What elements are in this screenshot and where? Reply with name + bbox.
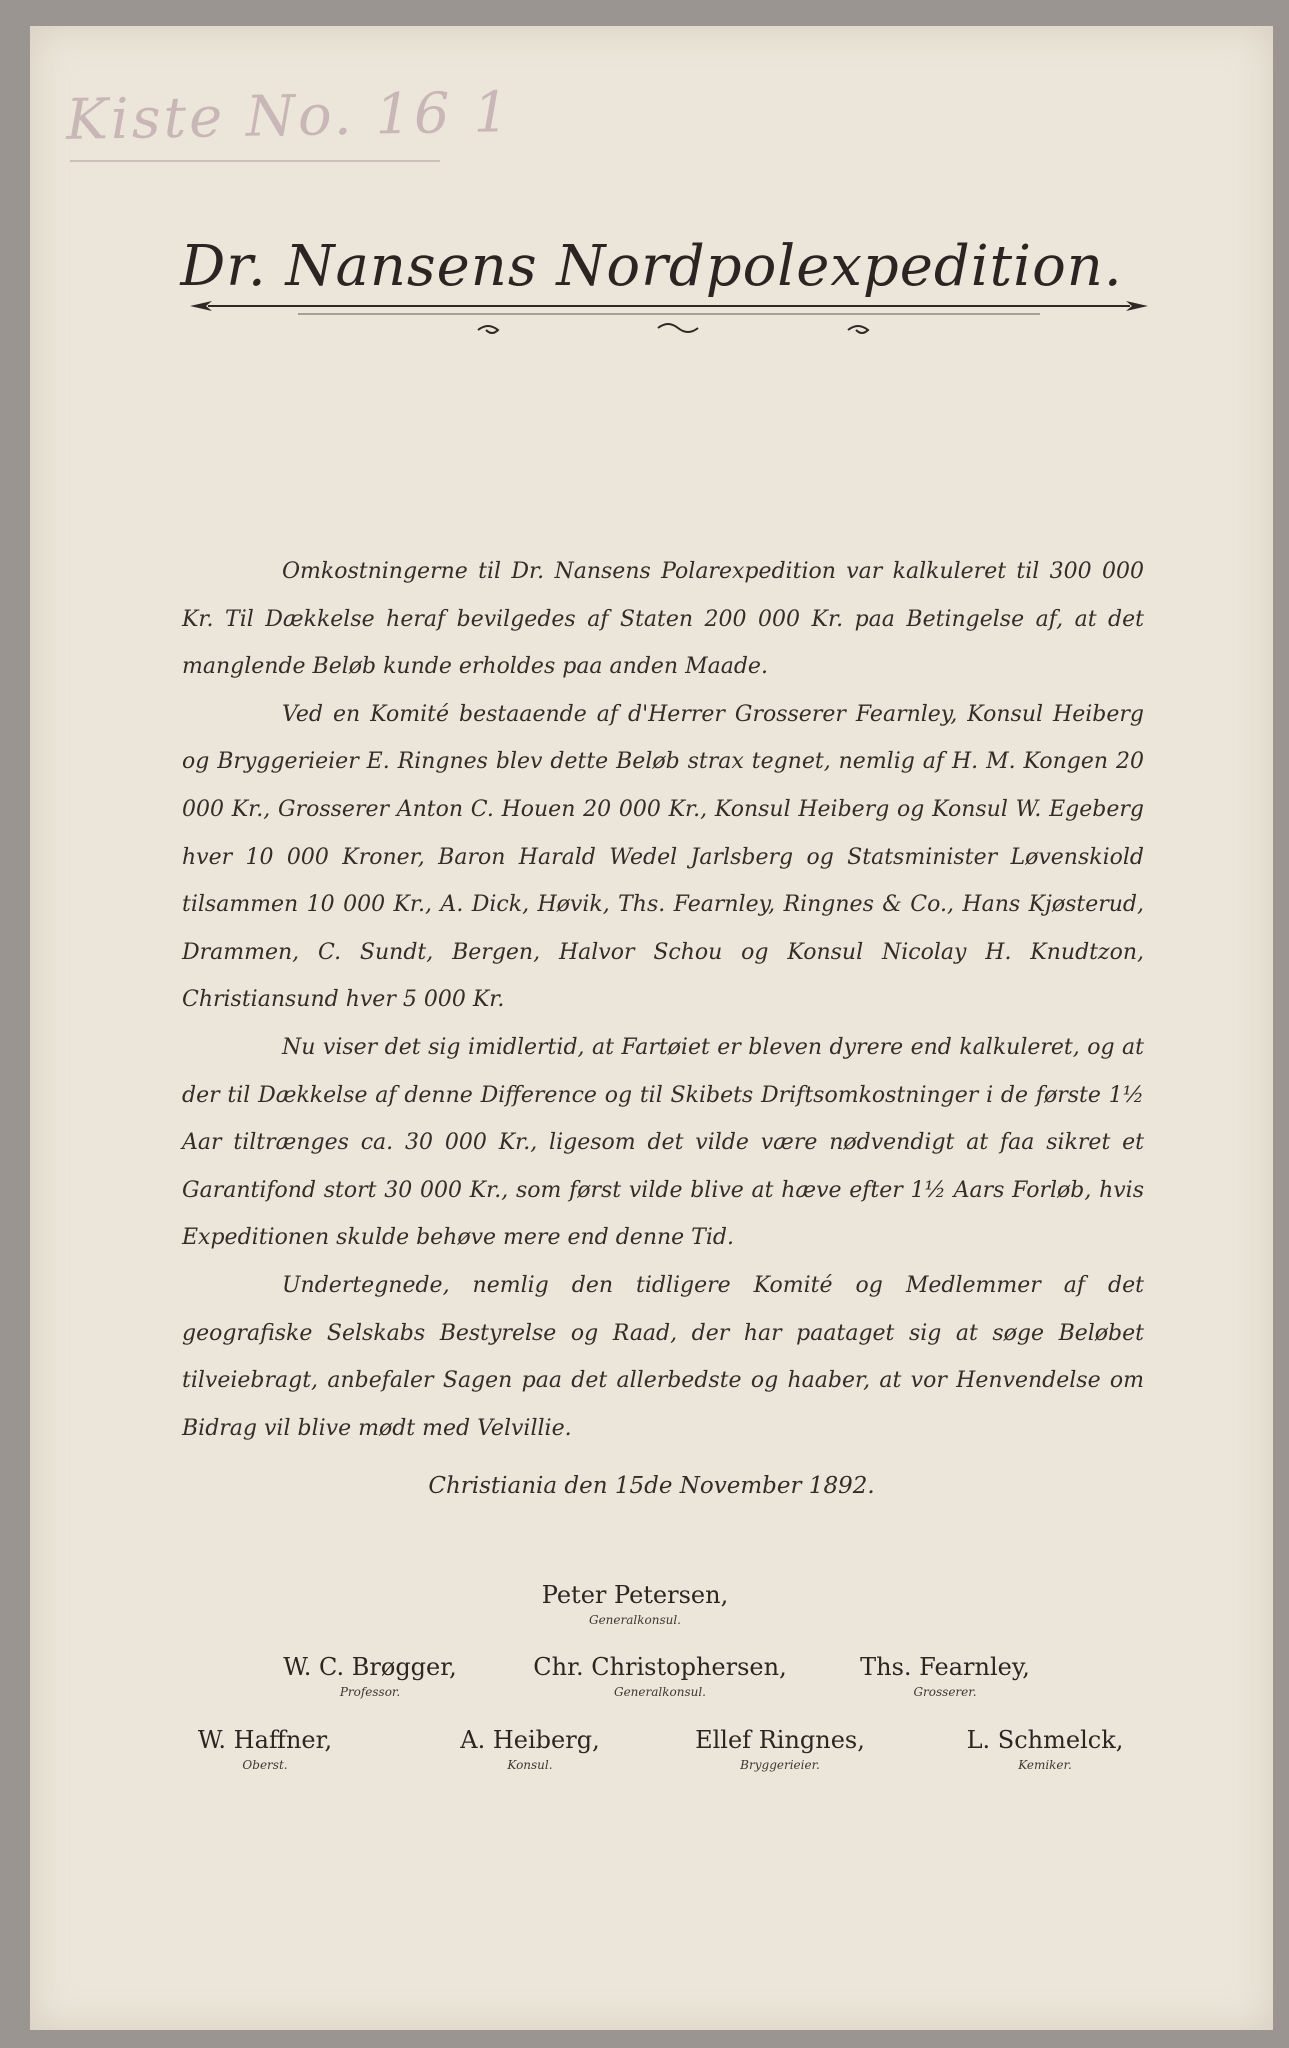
- ornament-flourish-center: [658, 324, 698, 332]
- signature-christophersen: [520, 1653, 800, 1699]
- signatory-title: Grosserer.: [913, 1685, 977, 1699]
- signatory-name: Chr. Christophersen,: [533, 1653, 787, 1681]
- signature-schmelck: [940, 1726, 1150, 1772]
- signatory-name: Ths. Fearnley,: [860, 1653, 1030, 1681]
- signatory-title: Konsul.: [507, 1758, 553, 1772]
- signatory-title: Bryggerieier.: [740, 1758, 820, 1772]
- signature-heiberg: [430, 1726, 630, 1772]
- title-ornament-rule: [188, 298, 1150, 342]
- ornament-flourish-right: [848, 326, 868, 333]
- handwritten-annotation: Kiste No. 16 1: [65, 80, 513, 153]
- signatory-title: Generalkonsul.: [613, 1685, 706, 1699]
- signatory-title: Generalkonsul.: [588, 1613, 681, 1627]
- signatory-title: Kemiker.: [1018, 1758, 1072, 1772]
- paragraph-additional-funds: Nu viser det sig imidlertid, at Fartøiet er bleven dyrere end kalkuleret, og at der til Dækkelse af denne Difference og til Skibets Driftsomkostninger i de første 1½ Aar tiltrænges ca. 30 000 Kr., ligesom det vilde være nødvendigt at faa sikret et Garantifond stort 30 000 Kr., som først vilde blive at hæve efter 1½ Aars Forløb, hvis Expeditionen skulde behøve mere end denne Tid.: [182, 1034, 1144, 1251]
- signatory-name: W. Haffner,: [197, 1726, 333, 1754]
- signature-haffner: [165, 1726, 365, 1772]
- paragraph-committee: Ved en Komité bestaaende af d'Herrer Grosserer Fearnley, Konsul Heiberg og Bryggerieier E. Ringnes blev dette Beløb strax tegnet, nemlig af H. M. Kongen 20 000 Kr., Grosserer Anton C. Houen 20 000 Kr., Konsul Heiberg og Konsul W. Egeberg hver 10 000 Kroner, Baron Harald Wedel Jarlsberg og Statsminister Løvenskiold tilsammen 10 000 Kr., A. Dick, Høvik, Ths. Fearnley, Ringnes & Co., Hans Kjøsterud, Drammen, C. Sundt, Bergen, Halvor Schou og Konsul Nicolay H. Knudtzon, Christiansund hver 5 000 Kr.: [182, 701, 1144, 1013]
- signatory-title: Oberst.: [242, 1758, 288, 1772]
- signature-ringnes: [670, 1726, 890, 1772]
- document-title: Dr. Nansens Nordpolexpedition.: [180, 234, 1123, 299]
- annotation-underline: [70, 160, 440, 162]
- signature-fearnley: [830, 1653, 1060, 1699]
- ornament-flourish-left: [478, 326, 498, 333]
- letter-body: [182, 548, 1144, 1452]
- signatory-name: W. C. Brøgger,: [283, 1653, 457, 1681]
- paragraph-recommendation: Undertegnede, nemlig den tidligere Komité og Medlemmer af det geografiske Selskabs Bestyrelse og Raad, der har paataget sig at søge Beløbet tilveiebragt, anbefaler Sagen paa det allerbedste og haaber, at vor Henvendelse om Bidrag vil blive mødt med Velvillie.: [182, 1272, 1144, 1441]
- signatory-name: A. Heiberg,: [460, 1726, 600, 1754]
- signatory-name: Ellef Ringnes,: [695, 1726, 865, 1754]
- signatory-name: Peter Petersen,: [541, 1581, 729, 1609]
- place-date-line: Christiania den 15de November 1892.: [428, 1473, 875, 1499]
- signature-brogger: [255, 1653, 485, 1699]
- signatory-name: L. Schmelck,: [966, 1726, 1124, 1754]
- signatory-title: Professor.: [339, 1685, 401, 1699]
- signature-peter-petersen: [500, 1581, 770, 1627]
- paragraph-cost: Omkostningerne til Dr. Nansens Polarexpedition var kalkuleret til 300 000 Kr. Til Dækkelse heraf bevilgedes af Staten 200 000 Kr. paa Betingelse af, at det manglende Beløb kunde erholdes paa anden Maade.: [182, 559, 1144, 680]
- document-page: [30, 26, 1273, 2030]
